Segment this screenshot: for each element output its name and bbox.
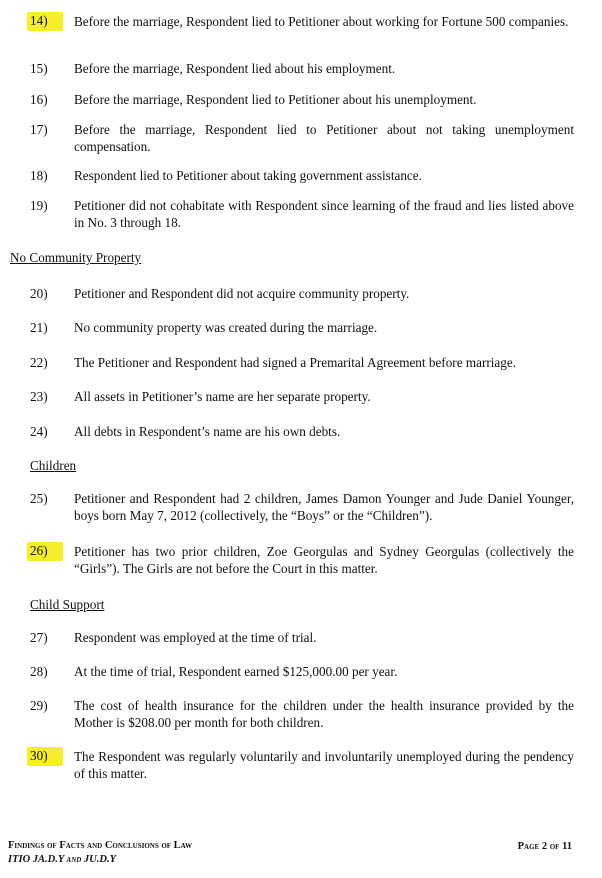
paragraph-number: 27): [30, 630, 48, 645]
paragraph-number: 17): [30, 122, 48, 137]
footer-page-number: Page 2 of 11: [517, 841, 572, 852]
paragraph-text: At the time of trial, Respondent earned $125,000.00 per year.: [74, 664, 398, 679]
paragraph-text: All assets in Petitioner’s name are her separate property.: [74, 389, 371, 404]
heading-child-support: Child Support: [30, 597, 105, 612]
paragraph-text: Before the marriage, Respondent lied to Petitioner about not taking unemployment compensation.: [74, 122, 574, 154]
heading-children: Children: [30, 458, 77, 473]
paragraph-number: 18): [30, 168, 48, 183]
paragraph-number: 26): [27, 542, 63, 561]
paragraph-text: Petitioner and Respondent did not acquire community property.: [74, 286, 410, 301]
paragraph-number: 14): [27, 12, 63, 31]
paragraph-text: Respondent lied to Petitioner about taking government assistance.: [74, 168, 422, 183]
paragraph-text: Respondent was employed at the time of trial.: [74, 630, 317, 645]
footer-case-caption: ITIO JA.D.Y and JU.D.Y: [8, 854, 117, 865]
paragraph-text: All debts in Respondent’s name are his own debts.: [74, 424, 341, 439]
paragraph-text: Petitioner has two prior children, Zoe Georgulas and Sydney Georgulas (collectively the “Girls”). The Girls are not before the Court in this matter.: [74, 544, 574, 576]
paragraph-number: 20): [30, 286, 48, 301]
paragraph-number: 16): [30, 92, 48, 107]
paragraph-text: Petitioner did not cohabitate with Respondent since learning of the fraud and lies listed above in No. 3 through 18.: [74, 198, 574, 230]
paragraph-text: Before the marriage, Respondent lied to Petitioner about working for Fortune 500 companies.: [74, 14, 569, 29]
paragraph-number: 28): [30, 664, 48, 679]
paragraph-number: 23): [30, 389, 48, 404]
paragraph-number: 24): [30, 424, 48, 439]
paragraph-text: Before the marriage, Respondent lied about his employment.: [74, 61, 396, 76]
paragraph-text: Before the marriage, Respondent lied to Petitioner about his unemployment.: [74, 92, 477, 107]
paragraph-number: 30): [27, 747, 63, 766]
paragraph-number: 21): [30, 320, 48, 335]
paragraph-number: 22): [30, 355, 48, 370]
paragraph-number: 19): [30, 198, 48, 213]
paragraph-text: The cost of health insurance for the children under the health insurance provided by the Mother is $208.00 per month for both children.: [74, 698, 574, 730]
footer-document-title: [8, 839, 192, 867]
heading-no-community-property: No Community Property: [10, 250, 142, 265]
paragraph-number: 15): [30, 61, 48, 76]
paragraph-number: 25): [30, 491, 48, 506]
footer-title: Findings of Facts and Conclusions of Law: [8, 840, 192, 851]
paragraph-text: Petitioner and Respondent had 2 children, James Damon Younger and Jude Daniel Younger, boys born May 7, 2012 (collectively, the “Boys” or the “Children”).: [74, 491, 574, 523]
paragraph-text: The Respondent was regularly voluntarily and involuntarily unemployed during the pendency of this matter.: [74, 749, 574, 781]
paragraph-text: No community property was created during the marriage.: [74, 320, 378, 335]
paragraph-number: 29): [30, 698, 48, 713]
paragraph-text: The Petitioner and Respondent had signed a Premarital Agreement before marriage.: [74, 355, 516, 370]
